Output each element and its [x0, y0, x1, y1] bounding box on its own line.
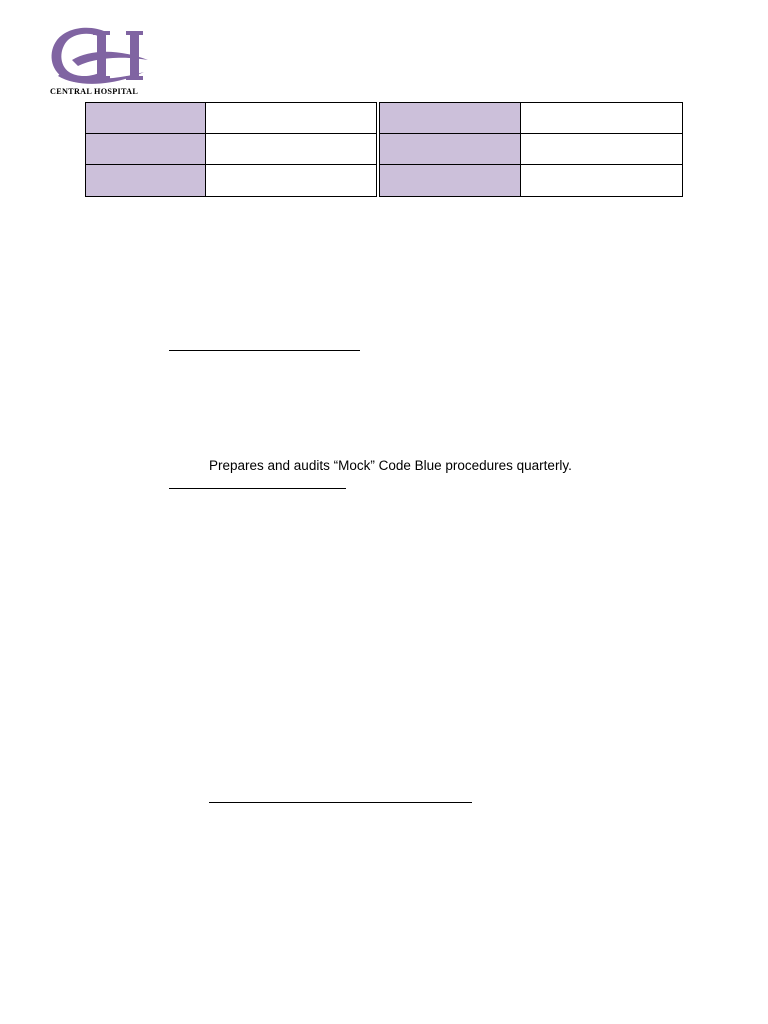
label-cell — [380, 134, 521, 164]
central-hospital-logo-icon — [48, 24, 152, 88]
value-cell — [206, 103, 376, 133]
info-row — [86, 134, 376, 165]
label-cell — [86, 165, 206, 196]
value-cell — [521, 134, 682, 164]
section-underline — [169, 350, 360, 351]
label-cell — [380, 103, 521, 133]
label-cell — [86, 103, 206, 133]
info-row — [86, 165, 376, 196]
value-cell — [521, 103, 682, 133]
section-underline — [169, 488, 346, 489]
section-underline — [209, 802, 472, 803]
info-row — [380, 103, 682, 134]
label-cell — [380, 165, 521, 196]
info-row — [380, 165, 682, 196]
hospital-logo — [48, 24, 152, 98]
info-row — [86, 103, 376, 134]
info-table-right — [379, 102, 683, 197]
info-table-left — [85, 102, 377, 197]
info-row — [380, 134, 682, 165]
logo-caption: CENTRAL HOSPITAL — [50, 87, 139, 96]
value-cell — [206, 165, 376, 196]
statement-text: Prepares and audits “Mock” Code Blue procedures quarterly. — [209, 458, 572, 473]
label-cell — [86, 134, 206, 164]
value-cell — [521, 165, 682, 196]
value-cell — [206, 134, 376, 164]
